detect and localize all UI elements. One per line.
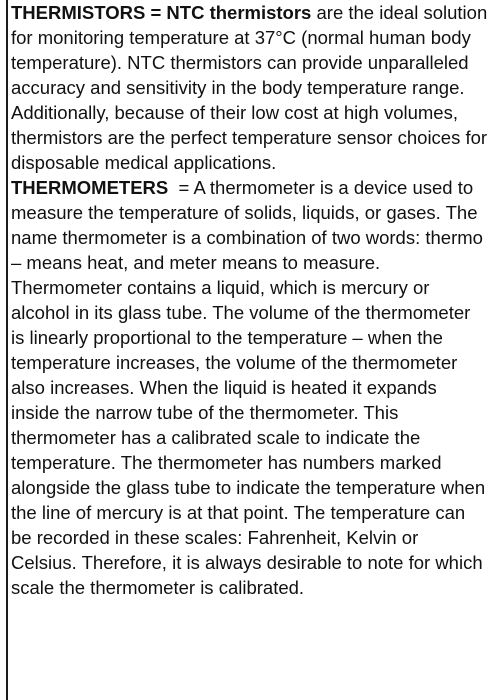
thermometers-text: A thermometer is a device used to measure the temperature of solids, liquids, or gases. The name thermometer is a combination of two words: thermo – means heat, and meter means to measure. Thermometer contains a liquid, which is mercury or alcohol in its glass tube. The volume of the thermometer is linearly proportional to the temperature – when the temperature increases, the volume of the thermometer also increases. When the liquid is heated it expands inside the narrow tube of the thermometer. This thermometer has a calibrated scale to indicate the temperature. The thermometer has numbers marked alongside the glass tube to indicate the temperature when the line of mercury is at that point. The temperature can be recorded in these scales: Fahrenheit, Kelvin or Celsius. Therefore, it is always desirable to note for which scale the thermometer is calibrated. bbox=[11, 177, 486, 598]
thermistors-lead: NTC thermistors bbox=[166, 2, 312, 23]
thermometers-term: THERMOMETERS bbox=[11, 177, 169, 198]
thermistors-term: THERMISTORS bbox=[11, 2, 146, 23]
thermistors-text: are the ideal solution for monitoring temperature at 37°C (normal human body temperature). NTC thermistors can provide unparalleled accuracy and sensitivity in the body temperature range. Additionally, because of their low cost at high volumes, thermistors are the perfect temperature sensor choices for disposable medical applications. bbox=[11, 2, 488, 173]
thermometers-separator: = bbox=[168, 177, 194, 198]
thermistors-separator: = bbox=[145, 2, 167, 23]
thermometers-paragraph bbox=[11, 175, 488, 600]
thermistors-paragraph bbox=[11, 0, 488, 175]
document-page bbox=[6, 0, 488, 700]
